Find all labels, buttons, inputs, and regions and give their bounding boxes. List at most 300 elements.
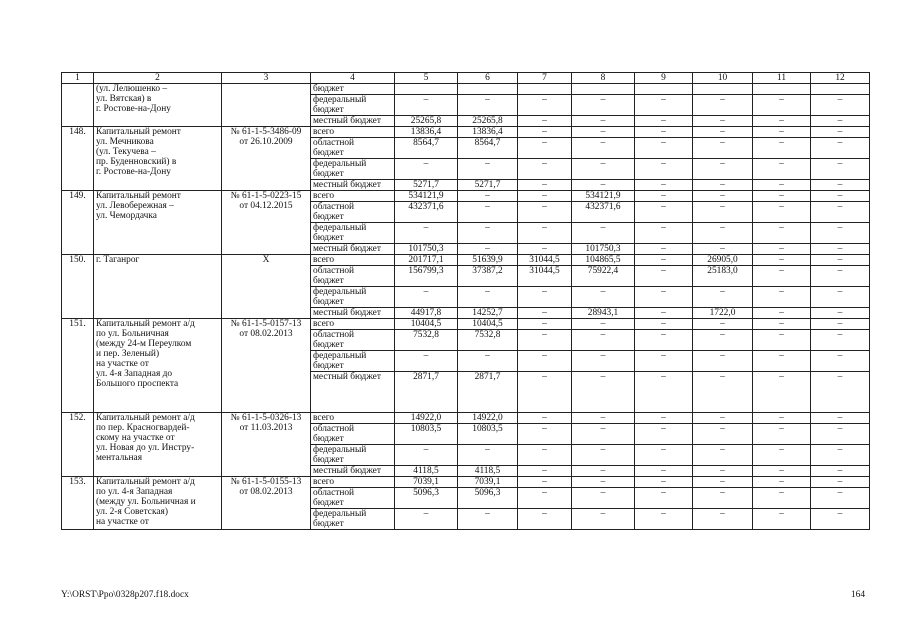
text-line: Капитальный ремонт а/д <box>96 413 195 423</box>
amount-cell: 5271,7 <box>395 180 458 191</box>
amount-cell: – <box>635 127 693 138</box>
amount-cell <box>395 84 458 95</box>
text-line: бюджет <box>313 84 344 94</box>
amount-cell: – <box>635 351 693 372</box>
amount-cell: – <box>753 180 811 191</box>
text-line: пр. Буденновский) в <box>96 157 177 167</box>
amount-cell: – <box>458 244 518 255</box>
object-description <box>94 477 222 530</box>
amount-cell: 31044,5 <box>518 266 572 287</box>
amount-cell: – <box>811 445 870 466</box>
text-line: Большого проспекта <box>96 379 179 389</box>
budget-source <box>311 308 395 319</box>
amount-cell: – <box>811 138 870 159</box>
amount-cell: – <box>753 351 811 372</box>
budget-source <box>311 116 395 127</box>
budget-source <box>311 84 395 95</box>
amount-cell: – <box>395 159 458 180</box>
amount-cell: 534121,9 <box>572 191 635 202</box>
amount-cell: – <box>811 255 870 266</box>
text-line: Капитальный ремонт а/д <box>96 319 195 329</box>
table-body <box>62 73 870 530</box>
amount-cell: – <box>811 266 870 287</box>
text-line: бюджет <box>313 297 344 307</box>
text-line: бюджет <box>313 276 344 286</box>
amount-cell: – <box>635 287 693 308</box>
amount-cell: – <box>811 223 870 244</box>
amount-cell: – <box>811 413 870 424</box>
amount-cell: 4118,5 <box>458 466 518 477</box>
amount-cell: – <box>635 509 693 530</box>
text-line: всего <box>313 127 335 137</box>
amount-cell: – <box>572 488 635 509</box>
text-line: г. Ростове-на-Дону <box>96 104 171 114</box>
amount-cell: – <box>753 266 811 287</box>
amount-cell: 10404,5 <box>458 319 518 330</box>
text-line: ул. Мечникова <box>96 137 154 147</box>
table-row <box>62 127 870 138</box>
amount-cell: – <box>693 191 753 202</box>
text-line: ул. Новая до ул. Инстру- <box>96 443 195 453</box>
column-header: 9 <box>635 73 693 84</box>
text-line: (между 24-м Переулком <box>96 339 192 349</box>
amount-cell: – <box>458 159 518 180</box>
budget-source <box>311 244 395 255</box>
amount-cell: – <box>693 287 753 308</box>
amount-cell: – <box>635 95 693 116</box>
amount-cell: – <box>635 413 693 424</box>
amount-cell: – <box>458 95 518 116</box>
amount-cell: 25183,0 <box>693 266 753 287</box>
budget-source <box>311 266 395 287</box>
amount-cell: 37387,2 <box>458 266 518 287</box>
text-line: областной <box>313 330 355 340</box>
budget-source <box>311 127 395 138</box>
amount-cell: – <box>518 223 572 244</box>
column-header: 1 <box>62 73 94 84</box>
budget-source <box>311 330 395 351</box>
amount-cell: – <box>518 138 572 159</box>
row-number: 151. <box>62 319 94 413</box>
amount-cell: – <box>753 255 811 266</box>
amount-cell: – <box>572 509 635 530</box>
amount-cell: – <box>753 330 811 351</box>
amount-cell: – <box>635 191 693 202</box>
text-line: областной <box>313 138 355 148</box>
amount-cell: – <box>572 330 635 351</box>
document-reference <box>222 84 311 127</box>
text-line: местный бюджет <box>313 180 381 190</box>
amount-cell: – <box>518 319 572 330</box>
text-line: по ул. 4-я Западная <box>96 487 173 497</box>
column-header-row <box>62 73 870 84</box>
amount-cell: 31044,5 <box>518 255 572 266</box>
amount-cell: 201717,1 <box>395 255 458 266</box>
amount-cell: 1722,0 <box>693 308 753 319</box>
amount-cell: – <box>518 127 572 138</box>
text-line: по пер. Красногвардей- <box>96 423 190 433</box>
text-line: на участке от <box>96 359 149 369</box>
table-row <box>62 84 870 95</box>
text-line: от 26.10.2009 <box>239 137 293 147</box>
text-line: федеральный <box>313 287 367 297</box>
budget-source <box>311 191 395 202</box>
amount-cell: 156799,3 <box>395 266 458 287</box>
amount-cell: – <box>693 180 753 191</box>
amount-cell: – <box>572 424 635 445</box>
amount-cell: – <box>572 445 635 466</box>
amount-cell: – <box>753 202 811 223</box>
text-line: ул. 4-я Западная до <box>96 369 173 379</box>
text-line: областной <box>313 202 355 212</box>
budget-source <box>311 138 395 159</box>
amount-cell: – <box>518 424 572 445</box>
text-line: всего <box>313 477 335 487</box>
text-line: от 11.03.2013 <box>239 423 293 433</box>
budget-source <box>311 477 395 488</box>
amount-cell: – <box>572 466 635 477</box>
row-number: 152. <box>62 413 94 477</box>
amount-cell: – <box>572 223 635 244</box>
amount-cell <box>693 84 753 95</box>
amount-cell: – <box>753 445 811 466</box>
text-line: (ул. Текучева – <box>96 147 156 157</box>
budget-source <box>311 424 395 445</box>
budget-source <box>311 509 395 530</box>
amount-cell: – <box>693 509 753 530</box>
amount-cell: – <box>518 95 572 116</box>
amount-cell: – <box>395 351 458 372</box>
amount-cell: 2871,7 <box>458 372 518 413</box>
budget-source <box>311 202 395 223</box>
amount-cell: – <box>635 159 693 180</box>
object-description <box>94 413 222 477</box>
text-line: № 61-1-5-0155-13 <box>230 477 302 487</box>
column-header: 10 <box>693 73 753 84</box>
object-description <box>94 255 222 319</box>
text-line: от 08.02.2013 <box>239 487 293 497</box>
amount-cell: 7532,8 <box>395 330 458 351</box>
amount-cell: – <box>811 509 870 530</box>
budget-source <box>311 466 395 477</box>
column-header: 5 <box>395 73 458 84</box>
amount-cell: – <box>753 308 811 319</box>
amount-cell: 25265,8 <box>395 116 458 127</box>
amount-cell: 7039,1 <box>458 477 518 488</box>
text-line: бюджет <box>313 105 344 115</box>
amount-cell: – <box>753 223 811 244</box>
text-line: всего <box>313 413 335 423</box>
amount-cell: – <box>635 319 693 330</box>
amount-cell: 534121,9 <box>395 191 458 202</box>
amount-cell: – <box>635 202 693 223</box>
amount-cell: 5271,7 <box>458 180 518 191</box>
amount-cell: – <box>753 509 811 530</box>
amount-cell: – <box>572 477 635 488</box>
table-row <box>62 255 870 266</box>
document-reference <box>222 255 311 319</box>
amount-cell: – <box>635 223 693 244</box>
text-line: всего <box>313 319 335 329</box>
document-reference <box>222 319 311 413</box>
amount-cell: – <box>518 477 572 488</box>
amount-cell: – <box>572 95 635 116</box>
amount-cell: – <box>518 413 572 424</box>
amount-cell: 14922,0 <box>458 413 518 424</box>
amount-cell: 13836,4 <box>458 127 518 138</box>
text-line: ул. 2-я Советская) <box>96 507 168 517</box>
amount-cell: – <box>693 244 753 255</box>
text-line: (ул. Лелюшенко – <box>96 84 168 94</box>
amount-cell: – <box>458 287 518 308</box>
amount-cell: – <box>635 266 693 287</box>
amount-cell: – <box>811 308 870 319</box>
column-header: 7 <box>518 73 572 84</box>
row-number: 149. <box>62 191 94 255</box>
text-line: по ул. Больничная <box>96 329 169 339</box>
amount-cell: – <box>693 488 753 509</box>
amount-cell: – <box>635 424 693 445</box>
amount-cell: – <box>693 95 753 116</box>
amount-cell: – <box>693 351 753 372</box>
amount-cell: – <box>518 445 572 466</box>
budget-source <box>311 95 395 116</box>
amount-cell: 10803,5 <box>458 424 518 445</box>
amount-cell: – <box>572 116 635 127</box>
text-line: всего <box>313 255 335 265</box>
text-line: № 61-1-5-0326-13 <box>230 413 302 423</box>
text-line: областной <box>313 488 355 498</box>
amount-cell: – <box>518 180 572 191</box>
amount-cell: – <box>518 159 572 180</box>
text-line: ул. Чемордачка <box>96 211 157 221</box>
amount-cell: 8564,7 <box>458 138 518 159</box>
amount-cell: – <box>693 138 753 159</box>
amount-cell: – <box>693 319 753 330</box>
document-reference <box>222 477 311 530</box>
amount-cell: – <box>811 191 870 202</box>
amount-cell: – <box>811 466 870 477</box>
text-line: бюджет <box>313 519 344 529</box>
amount-cell: – <box>518 372 572 413</box>
amount-cell <box>811 84 870 95</box>
amount-cell: – <box>811 180 870 191</box>
amount-cell: 75922,4 <box>572 266 635 287</box>
text-line: бюджет <box>313 340 344 350</box>
object-description <box>94 84 222 127</box>
amount-cell: 8564,7 <box>395 138 458 159</box>
text-line: скому на участке от <box>96 433 175 443</box>
column-header: 12 <box>811 73 870 84</box>
amount-cell: – <box>635 477 693 488</box>
amount-cell <box>753 84 811 95</box>
amount-cell: 25265,8 <box>458 116 518 127</box>
amount-cell: – <box>693 159 753 180</box>
text-line: бюджет <box>313 434 344 444</box>
amount-cell: – <box>518 509 572 530</box>
column-header: 11 <box>753 73 811 84</box>
amount-cell: – <box>518 330 572 351</box>
object-description <box>94 127 222 191</box>
amount-cell: 14252,7 <box>458 308 518 319</box>
amount-cell: – <box>753 127 811 138</box>
amount-cell: – <box>572 319 635 330</box>
text-line: федеральный <box>313 351 367 361</box>
amount-cell: 28943,1 <box>572 308 635 319</box>
amount-cell: – <box>693 330 753 351</box>
amount-cell <box>635 84 693 95</box>
amount-cell: – <box>518 287 572 308</box>
amount-cell: – <box>635 445 693 466</box>
table-row <box>62 413 870 424</box>
budget-source <box>311 255 395 266</box>
column-header: 4 <box>311 73 395 84</box>
amount-cell: – <box>572 138 635 159</box>
amount-cell: 14922,0 <box>395 413 458 424</box>
text-line: местный бюджет <box>313 244 381 254</box>
amount-cell: – <box>811 351 870 372</box>
amount-cell: 5096,3 <box>395 488 458 509</box>
text-line: федеральный <box>313 509 367 519</box>
text-line: г. Ростове-на-Дону <box>96 167 171 177</box>
amount-cell: – <box>572 287 635 308</box>
amount-cell: – <box>693 127 753 138</box>
budget-source <box>311 319 395 330</box>
amount-cell: – <box>395 509 458 530</box>
amount-cell: – <box>395 445 458 466</box>
amount-cell: 26905,0 <box>693 255 753 266</box>
amount-cell: – <box>693 202 753 223</box>
amount-cell: 7039,1 <box>395 477 458 488</box>
document-reference <box>222 127 311 191</box>
amount-cell: – <box>572 127 635 138</box>
text-line: Х <box>262 255 270 265</box>
text-line: ул. Вятская) в <box>96 94 152 104</box>
amount-cell: – <box>811 244 870 255</box>
amount-cell: 104865,5 <box>572 255 635 266</box>
budget-source <box>311 351 395 372</box>
table-row <box>62 191 870 202</box>
text-line: бюджет <box>313 498 344 508</box>
amount-cell: – <box>811 330 870 351</box>
text-line: от 08.02.2013 <box>239 329 293 339</box>
amount-cell <box>518 84 572 95</box>
amount-cell: – <box>753 413 811 424</box>
budget-table <box>61 72 870 530</box>
row-number <box>62 84 94 127</box>
column-header: 6 <box>458 73 518 84</box>
table-row <box>62 319 870 330</box>
amount-cell: 101750,3 <box>395 244 458 255</box>
amount-cell: – <box>458 191 518 202</box>
object-description <box>94 191 222 255</box>
amount-cell: – <box>635 308 693 319</box>
amount-cell: – <box>753 138 811 159</box>
amount-cell: – <box>635 138 693 159</box>
amount-cell: – <box>811 372 870 413</box>
amount-cell: – <box>753 372 811 413</box>
amount-cell: – <box>811 477 870 488</box>
amount-cell: – <box>753 95 811 116</box>
amount-cell: – <box>518 202 572 223</box>
file-path: Y:\ORST\Ppo\0328p207.f18.docx <box>61 590 189 600</box>
text-line: бюджет <box>313 212 344 222</box>
amount-cell: – <box>635 330 693 351</box>
amount-cell: – <box>693 413 753 424</box>
amount-cell: – <box>518 116 572 127</box>
page-number: 164 <box>850 590 865 600</box>
amount-cell: – <box>693 477 753 488</box>
amount-cell: 4118,5 <box>395 466 458 477</box>
document-reference <box>222 413 311 477</box>
text-line: и пер. Зеленый) <box>96 349 160 359</box>
amount-cell: – <box>572 180 635 191</box>
amount-cell: – <box>518 244 572 255</box>
text-line: бюджет <box>313 169 344 179</box>
amount-cell: – <box>635 244 693 255</box>
amount-cell: – <box>518 191 572 202</box>
text-line: местный бюджет <box>313 308 381 318</box>
text-line: федеральный <box>313 95 367 105</box>
amount-cell: 5096,3 <box>458 488 518 509</box>
amount-cell: 2871,7 <box>395 372 458 413</box>
text-line: от 04.12.2015 <box>239 201 293 211</box>
amount-cell: – <box>811 287 870 308</box>
text-line: бюджет <box>313 148 344 158</box>
text-line: местный бюджет <box>313 466 381 476</box>
text-line: местный бюджет <box>313 116 381 126</box>
amount-cell: – <box>635 255 693 266</box>
amount-cell: – <box>458 223 518 244</box>
amount-cell: 432371,6 <box>572 202 635 223</box>
budget-source <box>311 413 395 424</box>
amount-cell: – <box>635 372 693 413</box>
amount-cell: – <box>635 488 693 509</box>
amount-cell: – <box>811 319 870 330</box>
amount-cell: – <box>753 159 811 180</box>
amount-cell: – <box>572 372 635 413</box>
text-line: бюджет <box>313 455 344 465</box>
text-line: Капитальный ремонт а/д <box>96 477 195 487</box>
amount-cell: – <box>753 488 811 509</box>
budget-source <box>311 287 395 308</box>
amount-cell: – <box>811 202 870 223</box>
text-line: всего <box>313 191 335 201</box>
text-line: № 61-1-5-3486-09 <box>230 127 302 137</box>
amount-cell <box>458 84 518 95</box>
text-line: областной <box>313 266 355 276</box>
document-reference <box>222 191 311 255</box>
amount-cell: 10803,5 <box>395 424 458 445</box>
amount-cell: – <box>753 244 811 255</box>
amount-cell: – <box>458 509 518 530</box>
amount-cell: – <box>395 223 458 244</box>
object-description <box>94 319 222 413</box>
amount-cell: – <box>811 159 870 180</box>
row-number: 153. <box>62 477 94 530</box>
amount-cell: – <box>572 159 635 180</box>
column-header: 8 <box>572 73 635 84</box>
amount-cell: – <box>753 319 811 330</box>
text-line: федеральный <box>313 159 367 169</box>
amount-cell: 101750,3 <box>572 244 635 255</box>
amount-cell: – <box>458 202 518 223</box>
amount-cell: – <box>693 372 753 413</box>
text-line: (между ул. Больничная и <box>96 497 196 507</box>
amount-cell: – <box>572 413 635 424</box>
budget-source <box>311 223 395 244</box>
amount-cell: – <box>395 95 458 116</box>
